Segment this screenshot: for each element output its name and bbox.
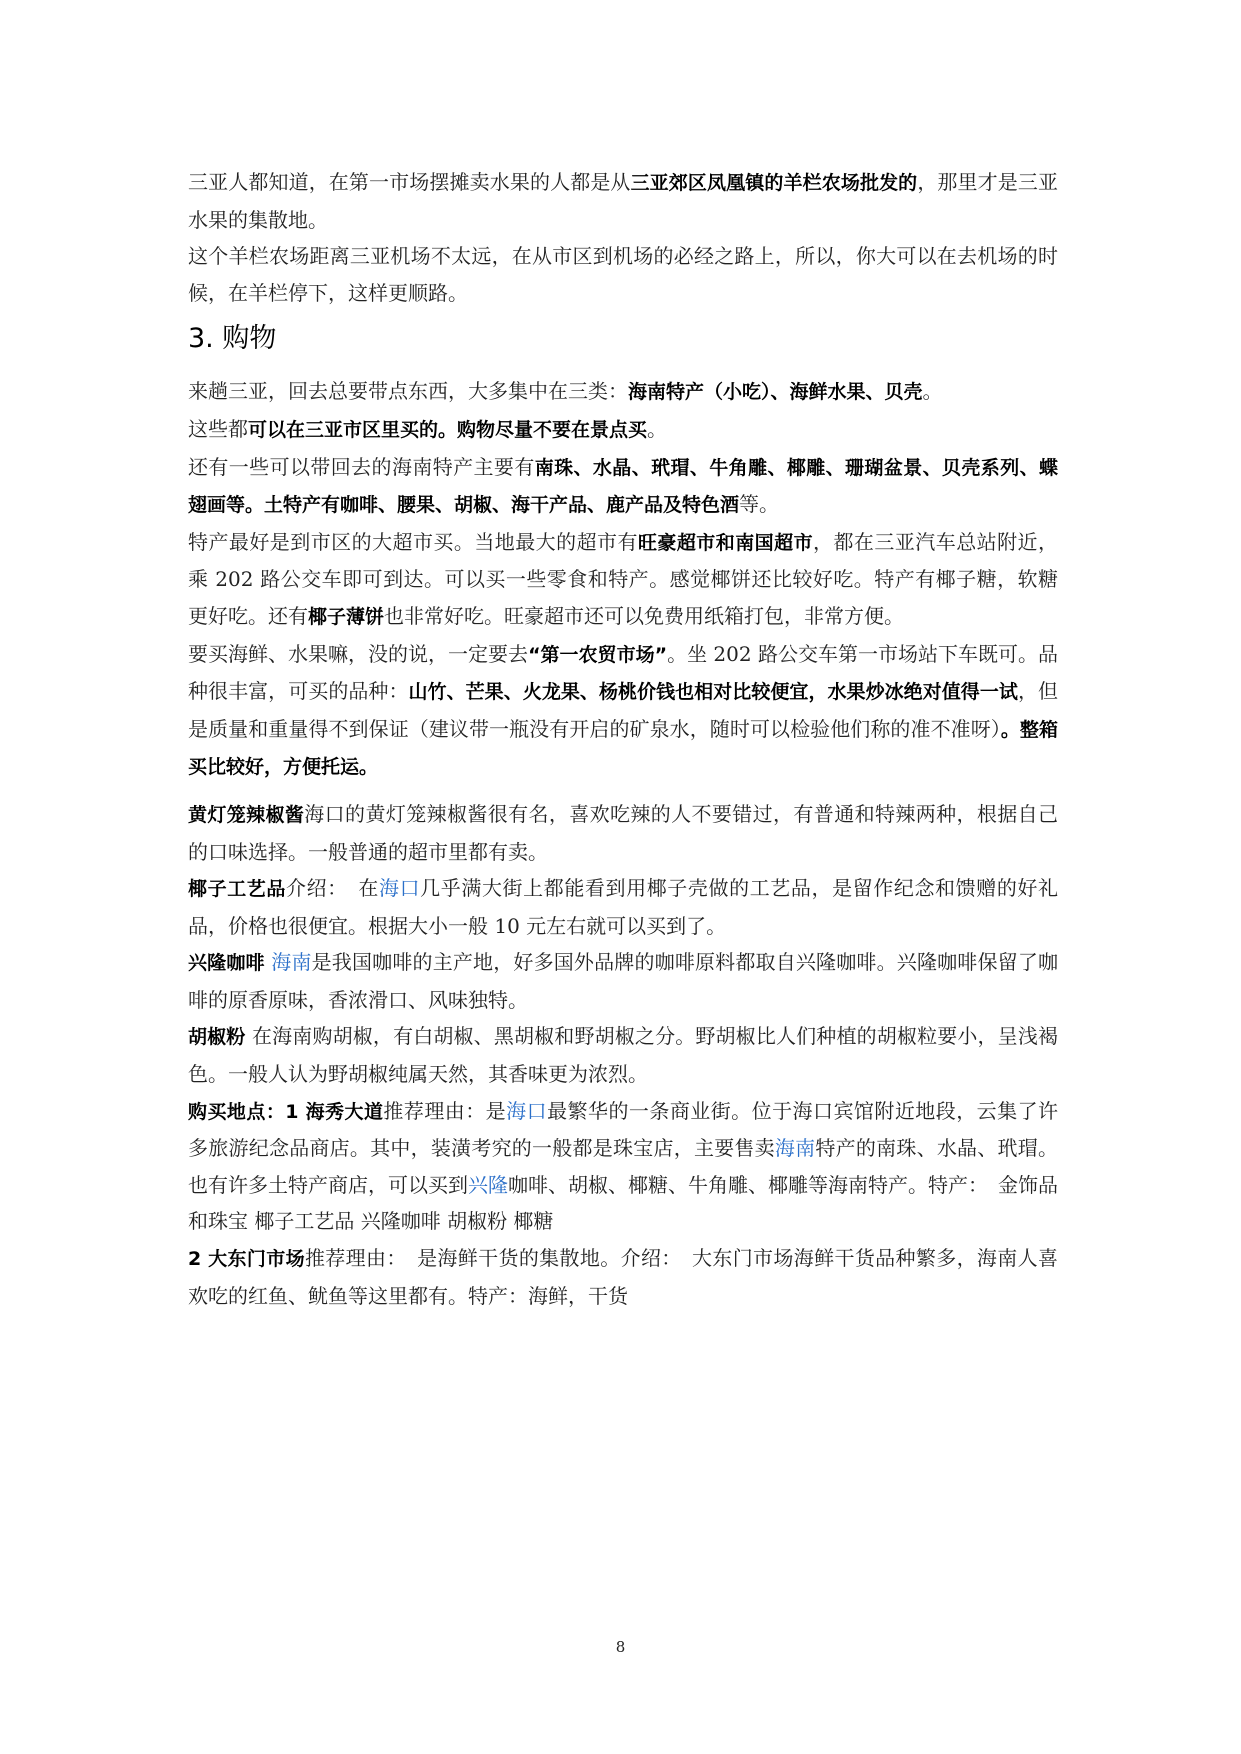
section-heading: 3. 购物 (188, 323, 277, 355)
document-body (188, 164, 1058, 1314)
emphasis-text: 可以在三亚市区里买的。购物尽量不要在景点买 (248, 418, 648, 441)
page-number: 8 (615, 1638, 626, 1656)
paragraph-haixiu-avenue: 购买地点：1 海秀大道推荐理由：是海口最繁华的一条商业街。位于海口宾馆附近地段，云集了许多旅游纪念品商店。其中，装潢考究的一般都是珠宝店，主要售卖海南特产的南珠、水晶、玳瑁。也有许多土特产商店，可以买到兴隆咖啡、胡椒、椰糖、牛角雕、椰雕等海南特产。特产： 金饰品和珠宝 椰子工艺品 兴隆咖啡 胡椒粉 椰糖 (188, 1098, 1059, 1234)
item-title: 兴隆咖啡 (188, 952, 265, 975)
xinglong-link[interactable]: 兴隆 (468, 1172, 508, 1197)
paragraph-fruit-source: 三亚人都知道，在第一市场摆摊卖水果的人都是从三亚郊区凤凰镇的羊栏农场批发的，那里才是三亚水果的集散地。 (188, 170, 1059, 232)
hainan-link[interactable]: 海南 (774, 1136, 816, 1161)
hainan-link[interactable]: 海南 (271, 950, 312, 975)
item-title: 黄灯笼辣椒酱 (188, 803, 305, 826)
emphasis-text: 椰子薄饼 (308, 605, 385, 628)
emphasis-text: 旺豪超市和南国超市 (637, 531, 814, 554)
spacer (188, 786, 1058, 796)
paragraph-supermarkets: 特产最好是到市区的大超市买。当地最大的超市有旺豪超市和南国超市，都在三亚汽车总站附近，乘 202 路公交车即可到达。可以买一些零食和特产。感觉椰饼还比较好吃。特产有椰子糖，软糖更好吃。还有椰子薄饼也非常好吃。旺豪超市还可以免费用纸箱打包，非常方便。 (188, 529, 1059, 628)
paragraph-shopping-intro: 来趟三亚，回去总要带点东西，大多集中在三类：海南特产（小吃）、海鲜水果、贝壳。 (188, 379, 943, 404)
item-title: 购买地点：1 海秀大道 (188, 1100, 384, 1123)
paragraph-xinglong-coffee: 兴隆咖啡 海南是我国咖啡的主产地，好多国外品牌的咖啡原料都取自兴隆咖啡。兴隆咖啡保留了咖啡的原香原味，香浓滑口、风味独特。 (188, 950, 1059, 1012)
paragraph-pepper: 胡椒粉 在海南购胡椒，有白胡椒、黑胡椒和野胡椒之分。野胡椒比人们种植的胡椒粒要小，呈浅褐色。一般人认为野胡椒纯属天然，其香味更为浓烈。 (188, 1024, 1058, 1087)
emphasis-text: 山竹、芒果、火龙果、杨桃价钱也相对比较便宜，水果炒冰绝对值得一试 (408, 681, 1018, 704)
paragraph-dadongmen-market: 2 大东门市场推荐理由： 是海鲜干货的集散地。介绍： 大东门市场海鲜干货品种繁多，海南人喜欢吃的红鱼、鱿鱼等这里都有。特产：海鲜，干货 (188, 1246, 1058, 1308)
paragraph-specialties: 还有一些可以带回去的海南特产主要有南珠、水晶、玳瑁、牛角雕、椰雕、珊瑚盆景、贝壳系列、蝶翅画等。土特产有咖啡、腰果、胡椒、海干产品、鹿产品及特色酒等。 (188, 454, 1058, 517)
emphasis-text: “第一农贸市场” (528, 643, 668, 666)
paragraph-coconut-crafts: 椰子工艺品介绍： 在海口几乎满大街上都能看到用椰子壳做的工艺品，是留作纪念和馈赠的好礼品，价格也很便宜。根据大小一般 10 元左右就可以买到了。 (188, 876, 1059, 938)
paragraph-chili-sauce: 黄灯笼辣椒酱海口的黄灯笼辣椒酱很有名，喜欢吃辣的人不要错过，有普通和特辣两种，根据自己的口味选择。一般普通的超市里都有卖。 (188, 801, 1058, 864)
haikou-link[interactable]: 海口 (506, 1098, 548, 1123)
emphasis-text: 。整箱买比较好，方便托运。 (188, 718, 1058, 779)
paragraph-seafood-market: 要买海鲜、水果嘛，没的说，一定要去“第一农贸市场”。坐 202 路公交车第一市场站下车既可。品种很丰富，可买的品种：山竹、芒果、火龙果、杨桃价钱也相对比较便宜，水果炒冰绝对值得一试，但是质量和重量得不到保证（建议带一瓶没有开启的矿泉水，随时可以检验他们称的准不准呀）。整箱买比较好，方便托运。 (188, 641, 1059, 779)
paragraph-farm-location: 这个羊栏农场距离三亚机场不太远，在从市区到机场的必经之路上，所以，你大可以在去机场的时候，在羊栏停下，这样更顺路。 (188, 244, 1058, 305)
item-title: 椰子工艺品 (188, 878, 286, 901)
emphasis-text: 海南特产（小吃）、海鲜水果、贝壳 (628, 381, 923, 404)
item-title: 胡椒粉 (188, 1026, 246, 1049)
emphasis-text: 南珠、水晶、玳瑁、牛角雕、椰雕、珊瑚盆景、贝壳系列、蝶翅画等。土特产有咖啡、腰果、胡椒、海干产品、鹿产品及特色酒 (188, 456, 1058, 517)
emphasis-text: 三亚郊区凤凰镇的羊栏农场批发的 (630, 172, 918, 194)
haikou-link[interactable]: 海口 (378, 876, 421, 901)
item-title: 2 大东门市场 (188, 1248, 305, 1271)
paragraph-where-to-buy: 这些都可以在三亚市区里买的。购物尽量不要在景点买。 (188, 416, 668, 441)
